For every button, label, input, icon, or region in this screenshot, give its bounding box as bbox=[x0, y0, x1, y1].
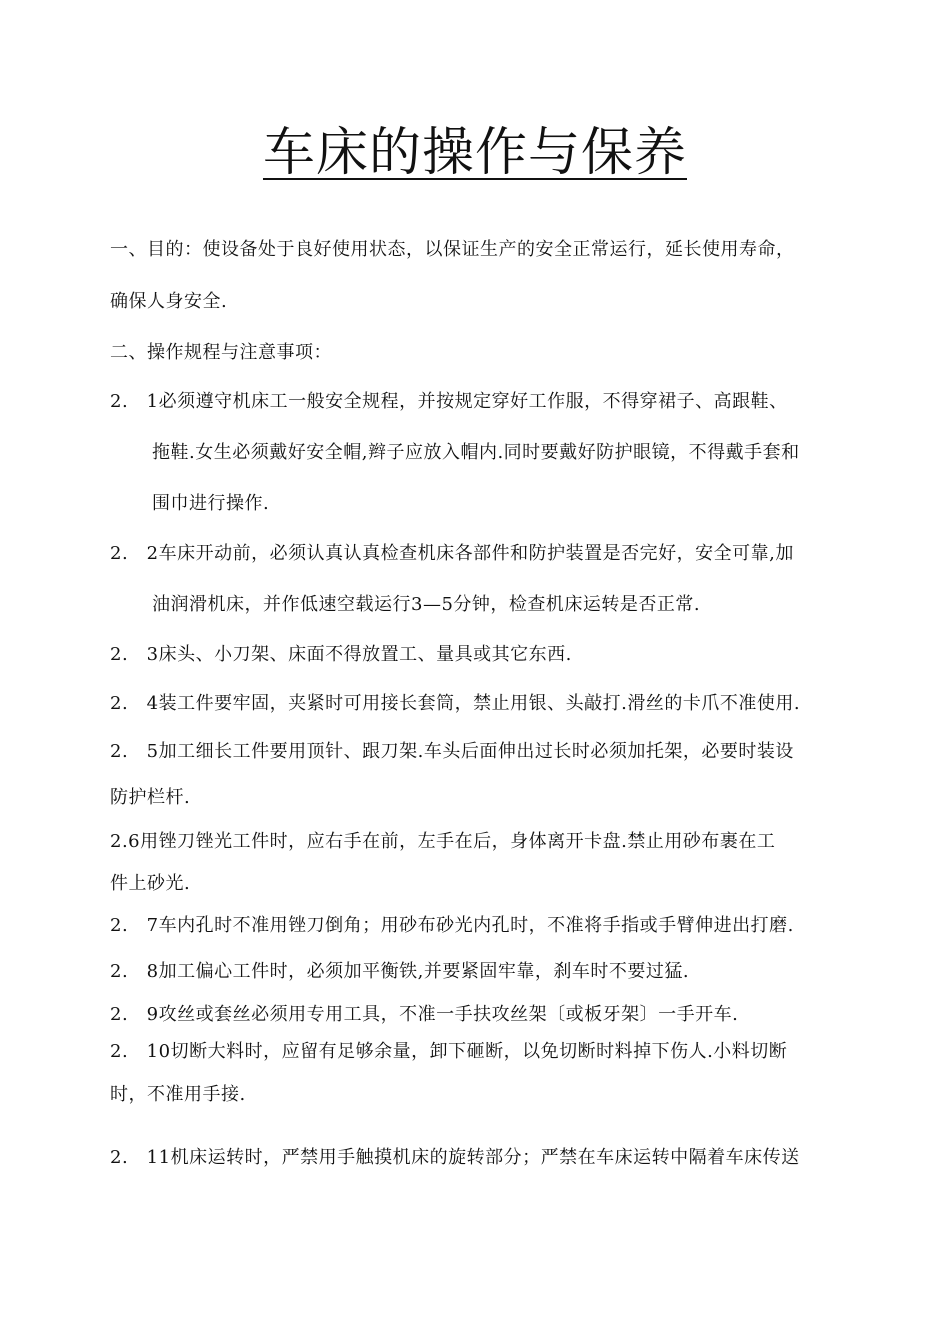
item-2-10-line-2: 时，不准用手接. bbox=[110, 1084, 246, 1105]
item-2-7: 2. 7车内孔时不准用锉刀倒角；用砂布砂光内孔时，不准将手指或手臂伸进出打磨. bbox=[110, 915, 794, 936]
item-2-2-line-1: 2. 2车床开动前，必须认真认真检查机床各部件和防护装置是否完好，安全可靠,加 bbox=[110, 543, 794, 564]
section-heading-procedures: 二、操作规程与注意事项： bbox=[110, 342, 332, 363]
item-2-5-line-1: 2. 5加工细长工件要用顶针、跟刀架.车头后面伸出过长时必须加托架，必要时装设 bbox=[110, 741, 794, 762]
item-2-2-line-2: 油润滑机床，并作低速空载运行3—5分钟，检查机床运转是否正常. bbox=[152, 594, 701, 615]
document-title bbox=[0, 118, 950, 188]
item-2-1-line-1: 2. 1必须遵守机床工一般安全规程，并按规定穿好工作服，不得穿裙子、高跟鞋、 bbox=[110, 391, 788, 412]
item-2-4: 2. 4装工件要牢固，夹紧时可用接长套筒，禁止用银、头敲打.滑丝的卡爪不准使用. bbox=[110, 693, 801, 714]
paragraph-purpose-line-1: 一、目的：使设备处于良好使用状态，以保证生产的安全正常运行，延长使用寿命， bbox=[110, 239, 795, 260]
item-2-3: 2. 3床头、小刀架、床面不得放置工、量具或其它东西. bbox=[110, 644, 572, 665]
item-2-10-line-1: 2. 10切断大料时，应留有足够余量，卸下砸断，以免切断时料掉下伤人.小料切断 bbox=[110, 1041, 788, 1062]
item-2-6-line-1: 2.6用锉刀锉光工件时，应右手在前，左手在后，身体离开卡盘.禁止用砂布裹在工 bbox=[110, 831, 776, 852]
item-2-1-line-3: 围巾进行操作. bbox=[152, 493, 270, 514]
item-2-11-line-1: 2. 11机床运转时，严禁用手触摸机床的旋转部分；严禁在车床运转中隔着车床传送 bbox=[110, 1147, 800, 1168]
item-2-5-line-2: 防护栏杆. bbox=[110, 787, 191, 808]
item-2-9: 2. 9攻丝或套丝必须用专用工具，不准一手扶攻丝架〔或板牙架〕一手开车. bbox=[110, 1004, 739, 1025]
document-title-text: 车床的操作与保养 bbox=[262, 123, 687, 183]
paragraph-purpose-line-2: 确保人身安全. bbox=[110, 291, 228, 312]
item-2-8: 2. 8加工偏心工件时，必须加平衡铁,并要紧固牢靠，刹车时不要过猛. bbox=[110, 961, 690, 982]
item-2-6-line-2: 件上砂光. bbox=[110, 873, 191, 894]
item-2-1-line-2: 拖鞋.女生必须戴好安全帽,辫子应放入帽内.同时要戴好防护眼镜，不得戴手套和 bbox=[152, 442, 800, 463]
